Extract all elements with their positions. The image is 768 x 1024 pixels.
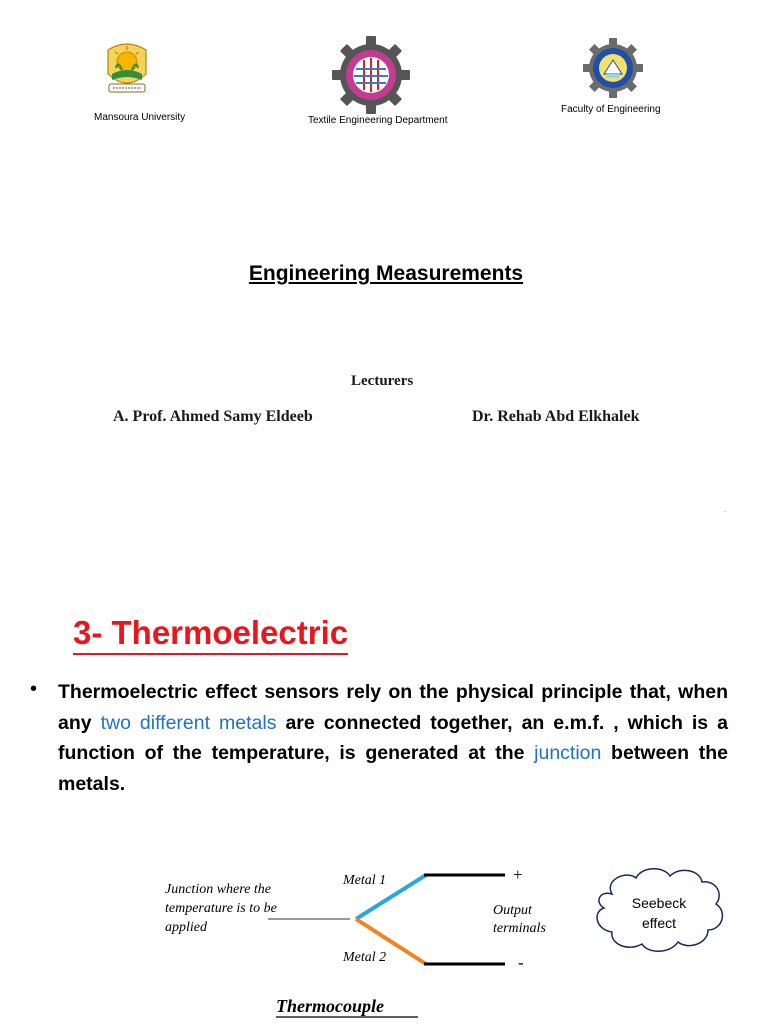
- bullet-text-part3: between the metals.: [58, 742, 728, 795]
- lecturer-name-2: Dr. Rehab Abd Elkhalek: [472, 408, 640, 425]
- highlight-junction: junction: [534, 742, 602, 764]
- output-label-line2: terminals: [493, 921, 546, 936]
- output-label-line1: Output: [493, 903, 532, 918]
- mansoura-university-caption: Mansoura University: [94, 112, 186, 123]
- minus-sign: -: [518, 953, 524, 972]
- thermoelectric-slide: [0, 512, 768, 1024]
- course-title: Engineering Measurements: [248, 262, 524, 285]
- seebeck-label-line1: Seebeck: [631, 895, 687, 911]
- metal2-label: Metal 2: [343, 950, 387, 965]
- bullet-icon: •: [30, 678, 38, 700]
- diagram-caption: Thermocouple: [276, 996, 384, 1016]
- textile-department-caption: Textile Engineering Department: [308, 115, 448, 126]
- faculty-of-engineering-logo-icon: [583, 38, 643, 98]
- bullet-text-part2: are connected together, an e.m.f. , which is a function of the temperature, is generated at the: [58, 711, 728, 764]
- junction-label-line2: temperature is to be: [165, 901, 277, 916]
- highlight-two-different-metals: two different metals: [100, 711, 277, 734]
- plus-sign: +: [513, 865, 523, 884]
- bullet-text: [58, 677, 728, 799]
- seebeck-label-line2: effect: [642, 915, 676, 931]
- slide-title: 3- Thermoelectric: [73, 614, 348, 655]
- junction-label-line1: Junction where the: [165, 882, 272, 897]
- bullet-text-part1: Thermoelectric effect sensors rely on the physical principle that, when any: [58, 681, 728, 734]
- lecturers-heading: Lecturers: [351, 373, 414, 389]
- lecturer-name-1: A. Prof. Ahmed Samy Eldeeb: [113, 408, 313, 425]
- mansoura-university-logo-icon: [102, 40, 152, 98]
- metal1-label: Metal 1: [343, 873, 387, 888]
- thermocouple-diagram: [0, 842, 768, 1024]
- faculty-of-engineering-caption: Faculty of Engineering: [561, 104, 661, 115]
- junction-label-line3: applied: [165, 920, 207, 935]
- textile-department-gear-logo-icon: [332, 36, 410, 114]
